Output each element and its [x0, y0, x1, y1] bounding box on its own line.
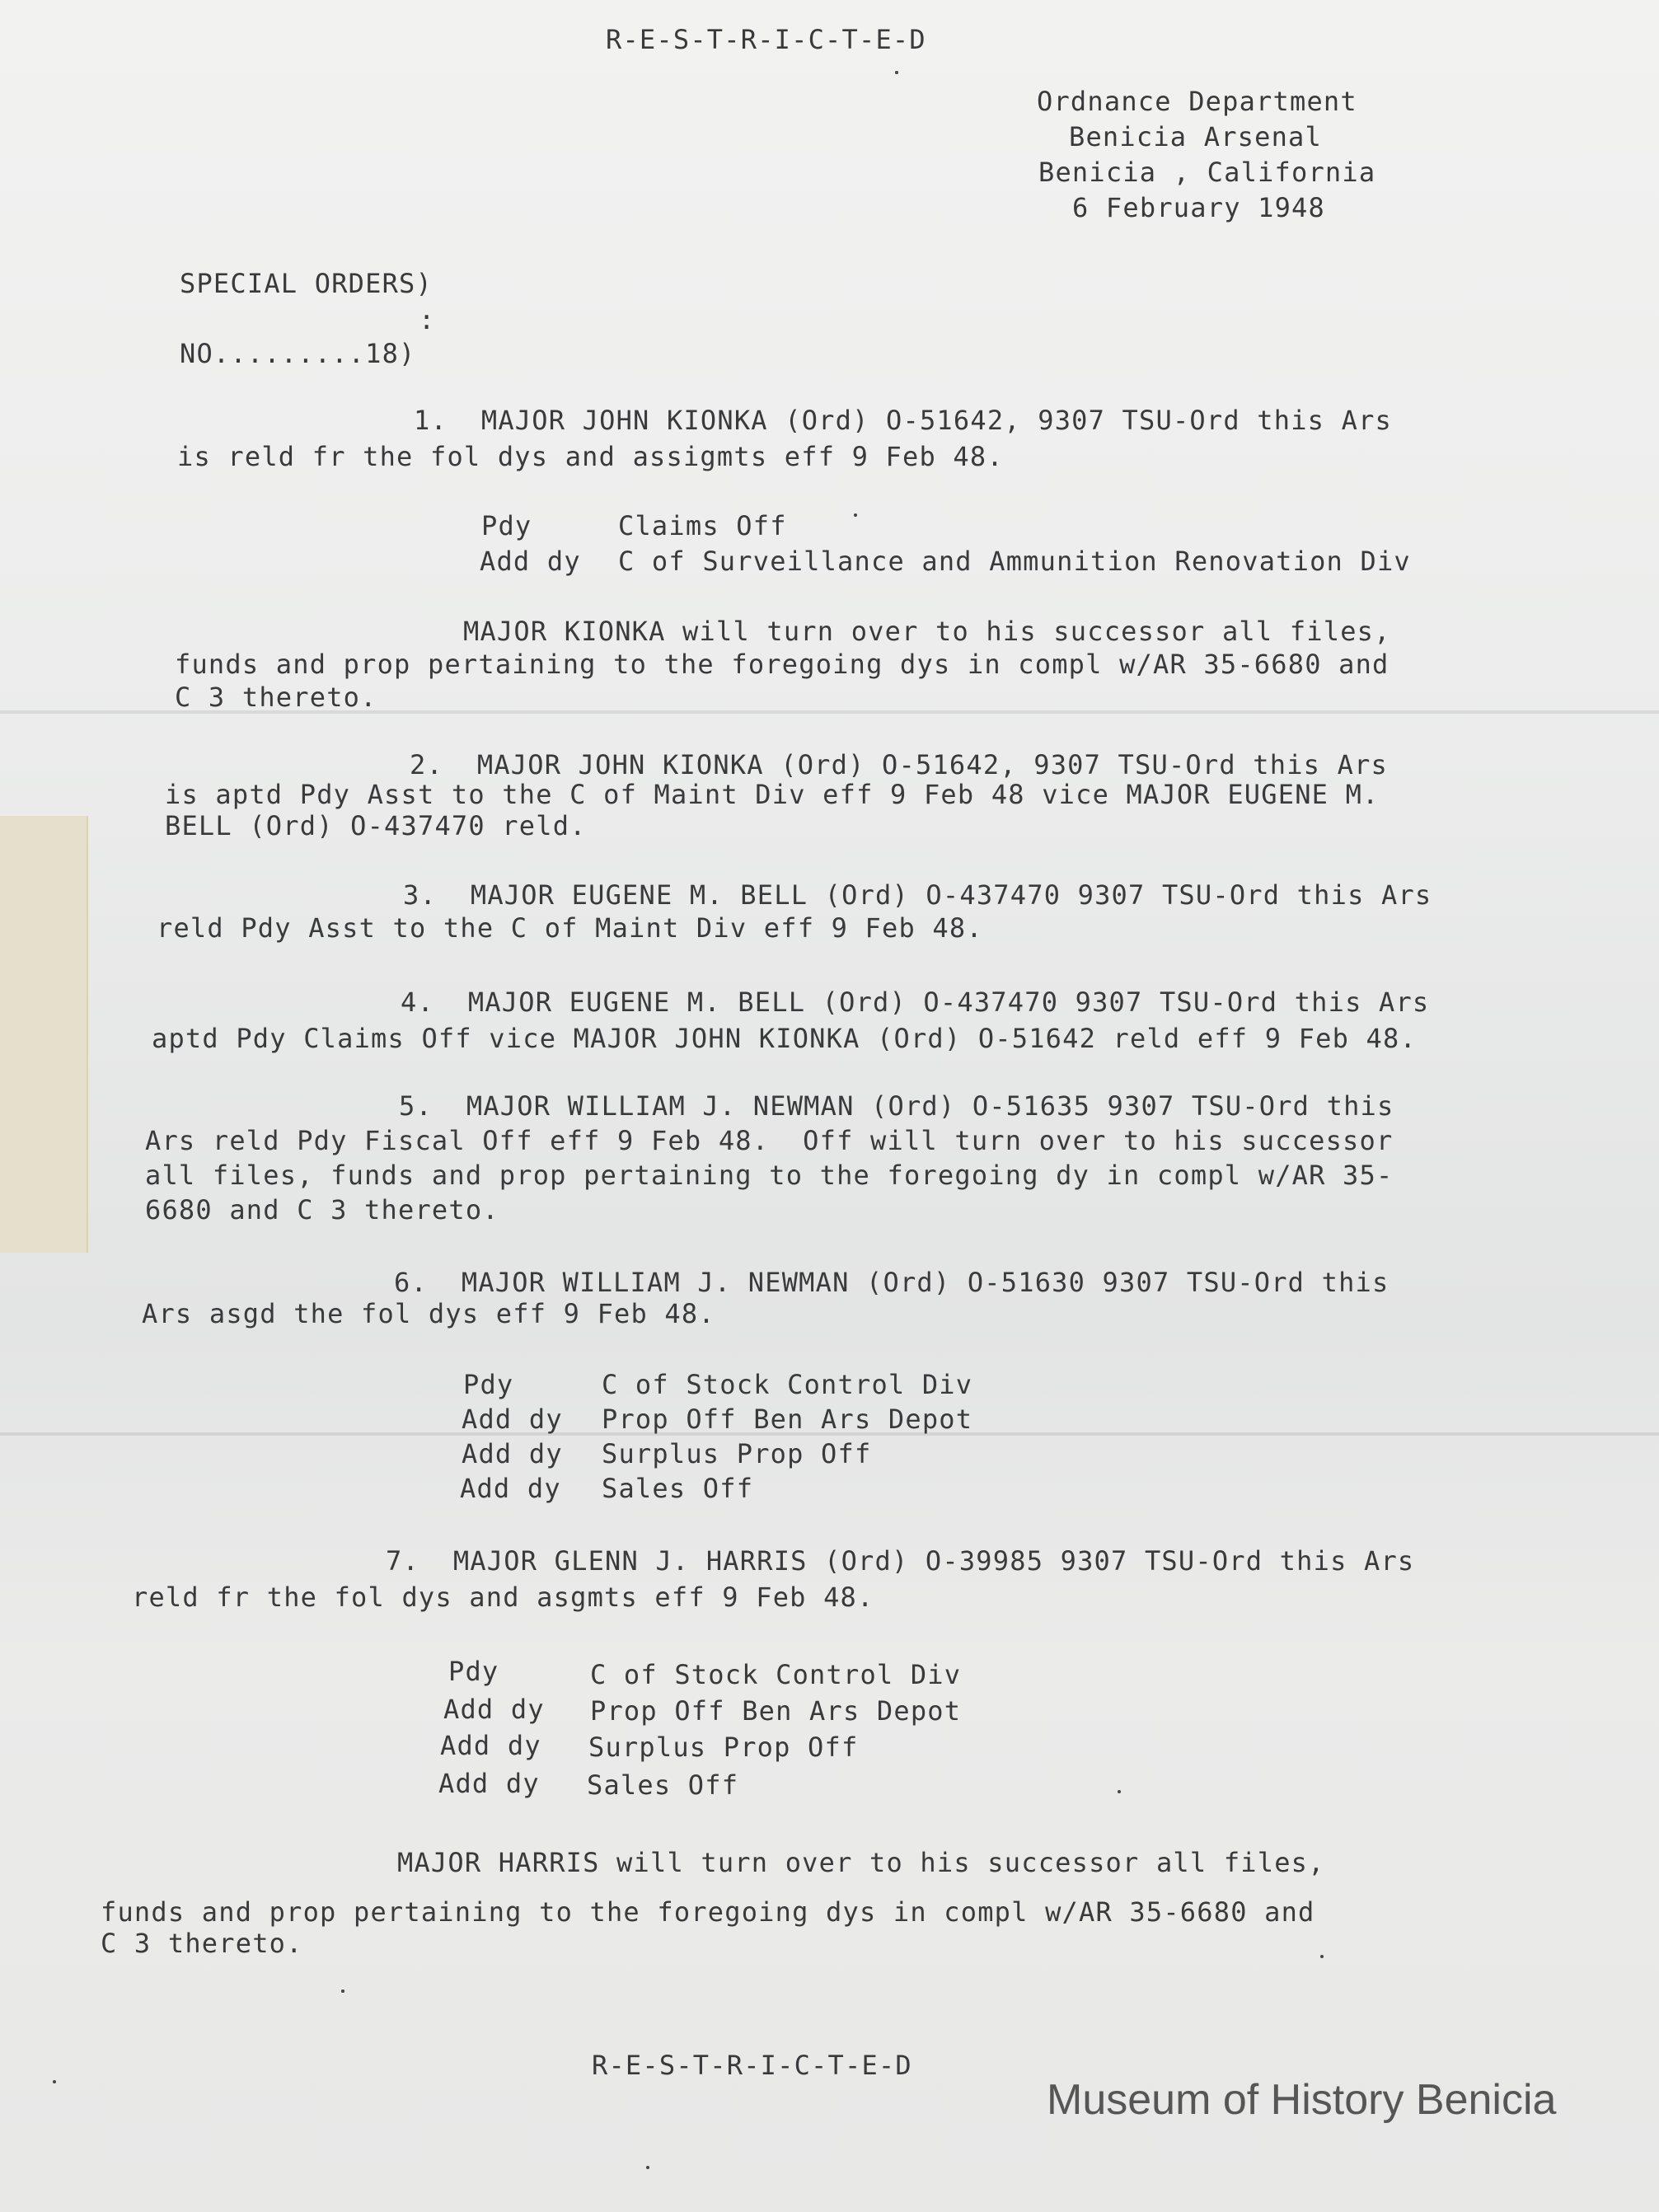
- duty-type: Add dy: [462, 1438, 563, 1469]
- paragraph-line: 5. MAJOR WILLIAM J. NEWMAN (Ord) O-51635 9307 TSU-Ord this: [399, 1090, 1394, 1122]
- paragraph-line: 1. MAJOR JOHN KIONKA (Ord) O-51642, 9307 TSU-Ord this Ars: [414, 405, 1393, 436]
- paragraph-line: is aptd Pdy Asst to the C of Maint Div eff 9 Feb 48 vice MAJOR EUGENE M.: [165, 779, 1380, 810]
- orders-title-line: :: [419, 304, 436, 335]
- duty-name: Prop Off Ben Ars Depot: [590, 1695, 962, 1727]
- paragraph-line: Ars asgd the fol dys eff 9 Feb 48.: [142, 1298, 715, 1329]
- duty-name: C of Stock Control Div: [590, 1659, 962, 1690]
- duty-name: Surplus Prop Off: [588, 1732, 859, 1763]
- paragraph-line: funds and prop pertaining to the foregoing dys in compl w/AR 35-6680 and: [101, 1896, 1315, 1928]
- paragraph-line: 4. MAJOR EUGENE M. BELL (Ord) O-437470 9307 TSU-Ord this Ars: [401, 986, 1430, 1018]
- duty-type: Add dy: [480, 546, 581, 577]
- paragraph-line: MAJOR KIONKA will turn over to his successor all files,: [463, 616, 1391, 647]
- ink-speck: [895, 71, 898, 74]
- paragraph-line: aptd Pdy Claims Off vice MAJOR JOHN KIONKA (Ord) O-51642 reld eff 9 Feb 48.: [152, 1023, 1417, 1054]
- restricted-footer: R-E-S-T-R-I-C-T-E-D: [592, 2050, 912, 2081]
- paragraph-line: C 3 thereto.: [101, 1928, 303, 1959]
- address-line: Benicia , California: [1038, 157, 1376, 188]
- duty-type: Add dy: [443, 1694, 545, 1725]
- paragraph-line: reld fr the fol dys and asgmts eff 9 Feb 48.: [132, 1582, 874, 1613]
- paragraph-line: 7. MAJOR GLENN J. HARRIS (Ord) O-39985 9307 TSU-Ord this Ars: [386, 1545, 1415, 1577]
- ink-speck: [1320, 1955, 1324, 1958]
- ink-speck: [1118, 1790, 1121, 1793]
- address-line: Ordnance Department: [1037, 86, 1357, 117]
- paragraph-line: 2. MAJOR JOHN KIONKA (Ord) O-51642, 9307 TSU-Ord this Ars: [410, 749, 1389, 780]
- paragraph-line: 6. MAJOR WILLIAM J. NEWMAN (Ord) O-51630 9307 TSU-Ord this: [394, 1267, 1390, 1298]
- paragraph-line: C 3 thereto.: [175, 682, 377, 713]
- ink-speck: [646, 2166, 649, 2169]
- museum-watermark: Museum of History Benicia: [1047, 2076, 1557, 2124]
- duty-type: Add dy: [460, 1473, 561, 1504]
- orders-number: NO.........18): [180, 338, 416, 369]
- paragraph-line: MAJOR HARRIS will turn over to his successor all files,: [397, 1847, 1325, 1878]
- duty-name: C of Surveillance and Ammunition Renovation Div: [618, 546, 1411, 577]
- duty-name: Surplus Prop Off: [602, 1438, 872, 1469]
- duty-name: Prop Off Ben Ars Depot: [602, 1404, 973, 1435]
- paragraph-line: BELL (Ord) O-437470 reld.: [165, 810, 587, 841]
- duty-name: Claims Off: [618, 510, 787, 541]
- duty-type: Pdy: [463, 1369, 514, 1400]
- duty-type: Pdy: [448, 1656, 499, 1687]
- duty-name: C of Stock Control Div: [602, 1369, 973, 1400]
- ink-speck: [341, 1989, 344, 1993]
- paragraph-line: Ars reld Pdy Fiscal Off eff 9 Feb 48. Off will turn over to his successor: [145, 1125, 1394, 1156]
- restricted-header: R-E-S-T-R-I-C-T-E-D: [606, 24, 926, 55]
- paragraph-line: funds and prop pertaining to the foregoing dys in compl w/AR 35-6680 and: [175, 649, 1390, 680]
- duty-type: Add dy: [462, 1404, 563, 1435]
- orders-title-line: SPECIAL ORDERS): [180, 268, 433, 299]
- duty-type: Pdy: [481, 510, 532, 541]
- paragraph-line: 6680 and C 3 thereto.: [145, 1194, 499, 1226]
- duty-name: Sales Off: [602, 1473, 754, 1504]
- paragraph-line: all files, funds and prop pertaining to the foregoing dy in compl w/AR 35-: [145, 1160, 1394, 1191]
- duty-type: Add dy: [438, 1768, 540, 1799]
- paragraph-line: 3. MAJOR EUGENE M. BELL (Ord) O-437470 9307 TSU-Ord this Ars: [403, 879, 1432, 911]
- ink-speck: [53, 2080, 56, 2083]
- address-line: Benicia Arsenal: [1069, 121, 1322, 152]
- paragraph-line: is reld fr the fol dys and assigmts eff 9 Feb 48.: [177, 441, 1004, 472]
- tape-residue: [0, 816, 88, 1253]
- paragraph-line: reld Pdy Asst to the C of Maint Div eff 9 Feb 48.: [157, 912, 983, 944]
- date-line: 6 February 1948: [1072, 192, 1325, 223]
- duty-type: Add dy: [440, 1730, 541, 1761]
- duty-name: Sales Off: [587, 1769, 739, 1801]
- ink-speck: [854, 513, 857, 517]
